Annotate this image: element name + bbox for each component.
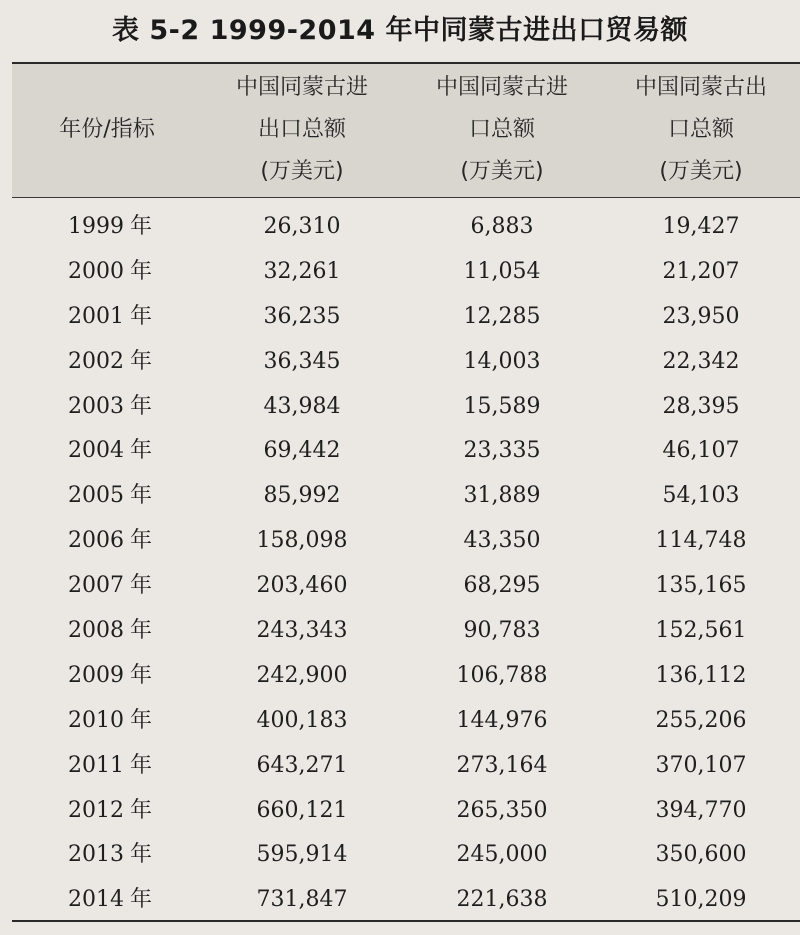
year-value: 2007 [67, 573, 124, 599]
year-suffix: 年 [129, 483, 152, 509]
import-cell: 265,350 [456, 797, 548, 823]
year-value: 2010 [67, 707, 124, 733]
year-suffix: 年 [129, 214, 152, 239]
table-row [12, 789, 800, 834]
export-cell: 370,107 [655, 752, 747, 778]
total-cell: 32,261 [263, 258, 341, 284]
import-cell: 273,164 [456, 752, 548, 778]
table-row [12, 205, 800, 250]
table-row [12, 744, 800, 789]
year-suffix: 年 [129, 258, 152, 284]
table-row [12, 250, 800, 295]
year-cell [50, 295, 170, 340]
export-cell: 350,600 [655, 842, 747, 868]
table-row [12, 878, 800, 923]
header-line: 中国同蒙古出 [634, 75, 767, 100]
year-suffix: 年 [129, 573, 152, 599]
export-cell: 54,103 [662, 483, 740, 509]
header-unit: (万美元) [659, 159, 743, 184]
year-suffix: 年 [129, 797, 152, 823]
year-cell [50, 429, 170, 474]
export-cell: 46,107 [662, 438, 740, 464]
table-title: 表 5-2 1999-2014 年中同蒙古进出口贸易额 [112, 15, 688, 46]
table-row [12, 474, 800, 519]
table-row [12, 833, 800, 878]
export-cell: 28,395 [662, 393, 740, 419]
table-row [12, 295, 800, 340]
total-cell: 69,442 [263, 438, 341, 464]
import-cell: 12,285 [463, 303, 541, 329]
header-line: 中国同蒙古进 [435, 75, 568, 100]
year-suffix: 年 [129, 393, 152, 419]
table-row [12, 654, 800, 699]
export-cell: 23,950 [662, 303, 740, 329]
table-header-rule [12, 197, 800, 198]
import-cell: 14,003 [463, 348, 541, 374]
import-cell: 23,335 [463, 438, 541, 464]
year-cell [50, 205, 170, 250]
total-cell: 595,914 [256, 842, 348, 868]
year-suffix: 年 [129, 752, 152, 778]
export-cell: 510,209 [655, 887, 747, 913]
year-cell [50, 609, 170, 654]
import-cell: 144,976 [456, 707, 548, 733]
total-cell: 660,121 [256, 797, 348, 823]
table-row [12, 564, 800, 609]
year-cell [50, 385, 170, 430]
table-row [12, 385, 800, 430]
header-import-total [402, 64, 602, 197]
header-line: 口总额 [468, 117, 535, 142]
total-cell: 85,992 [263, 483, 341, 509]
import-cell: 31,889 [463, 483, 541, 509]
year-value: 2012 [67, 797, 124, 823]
total-cell: 26,310 [263, 214, 341, 239]
year-value: 2014 [67, 887, 124, 913]
export-cell: 19,427 [662, 214, 740, 239]
export-cell: 152,561 [655, 618, 747, 644]
year-value: 2003 [67, 393, 124, 419]
import-cell: 90,783 [463, 618, 541, 644]
year-suffix: 年 [129, 618, 152, 644]
export-cell: 22,342 [662, 348, 740, 374]
table-row [12, 429, 800, 474]
import-cell: 106,788 [456, 662, 548, 688]
export-cell: 114,748 [655, 528, 747, 554]
year-cell [50, 878, 170, 923]
year-suffix: 年 [129, 528, 152, 554]
year-cell [50, 789, 170, 834]
year-suffix: 年 [129, 438, 152, 464]
year-cell [50, 564, 170, 609]
year-cell [50, 699, 170, 744]
total-cell: 731,847 [256, 887, 348, 913]
import-cell: 43,350 [463, 528, 541, 554]
import-cell: 245,000 [456, 842, 548, 868]
total-cell: 43,984 [263, 393, 341, 419]
year-suffix: 年 [129, 662, 152, 688]
year-cell [50, 519, 170, 564]
year-value: 2002 [67, 348, 124, 374]
export-cell: 135,165 [655, 573, 747, 599]
import-cell: 221,638 [456, 887, 548, 913]
total-cell: 400,183 [256, 707, 348, 733]
header-year-indicator [12, 64, 202, 197]
year-suffix: 年 [129, 348, 152, 374]
import-cell: 6,883 [470, 214, 534, 239]
year-value: 2006 [67, 528, 124, 554]
header-total-trade [202, 64, 402, 197]
header-line: 出口总额 [257, 117, 346, 142]
export-cell: 255,206 [655, 707, 747, 733]
total-cell: 203,460 [256, 573, 348, 599]
import-cell: 11,054 [463, 258, 541, 284]
import-cell: 68,295 [463, 573, 541, 599]
total-cell: 158,098 [256, 528, 348, 554]
table-bottom-rule [12, 920, 800, 922]
year-suffix: 年 [129, 707, 152, 733]
export-cell: 394,770 [655, 797, 747, 823]
header-year-label: 年份/指标 [59, 117, 155, 142]
year-value: 2000 [67, 258, 124, 284]
table-header [12, 64, 800, 197]
table-row [12, 699, 800, 744]
year-cell [50, 250, 170, 295]
year-cell [50, 340, 170, 385]
table-body [12, 205, 800, 923]
total-cell: 243,343 [256, 618, 348, 644]
year-value: 2008 [67, 618, 124, 644]
import-cell: 15,589 [463, 393, 541, 419]
year-value: 1999 [67, 214, 124, 239]
year-value: 2009 [67, 662, 124, 688]
header-unit: (万美元) [460, 159, 544, 184]
table-row [12, 340, 800, 385]
total-cell: 643,271 [256, 752, 348, 778]
year-suffix: 年 [129, 842, 152, 868]
total-cell: 36,345 [263, 348, 341, 374]
year-suffix: 年 [129, 303, 152, 329]
header-export-total [602, 64, 800, 197]
year-value: 2005 [67, 483, 124, 509]
year-cell [50, 744, 170, 789]
year-value: 2004 [67, 438, 124, 464]
header-unit: (万美元) [260, 159, 344, 184]
year-suffix: 年 [129, 887, 152, 913]
year-cell [50, 833, 170, 878]
header-line: 中国同蒙古进 [235, 75, 368, 100]
export-cell: 136,112 [655, 662, 747, 688]
total-cell: 242,900 [256, 662, 348, 688]
header-line: 口总额 [667, 117, 734, 142]
year-value: 2013 [67, 842, 124, 868]
table-row [12, 519, 800, 564]
year-value: 2001 [67, 303, 124, 329]
year-cell [50, 654, 170, 699]
table-row [12, 609, 800, 654]
export-cell: 21,207 [662, 258, 740, 284]
total-cell: 36,235 [263, 303, 341, 329]
year-cell [50, 474, 170, 519]
year-value: 2011 [67, 752, 124, 778]
